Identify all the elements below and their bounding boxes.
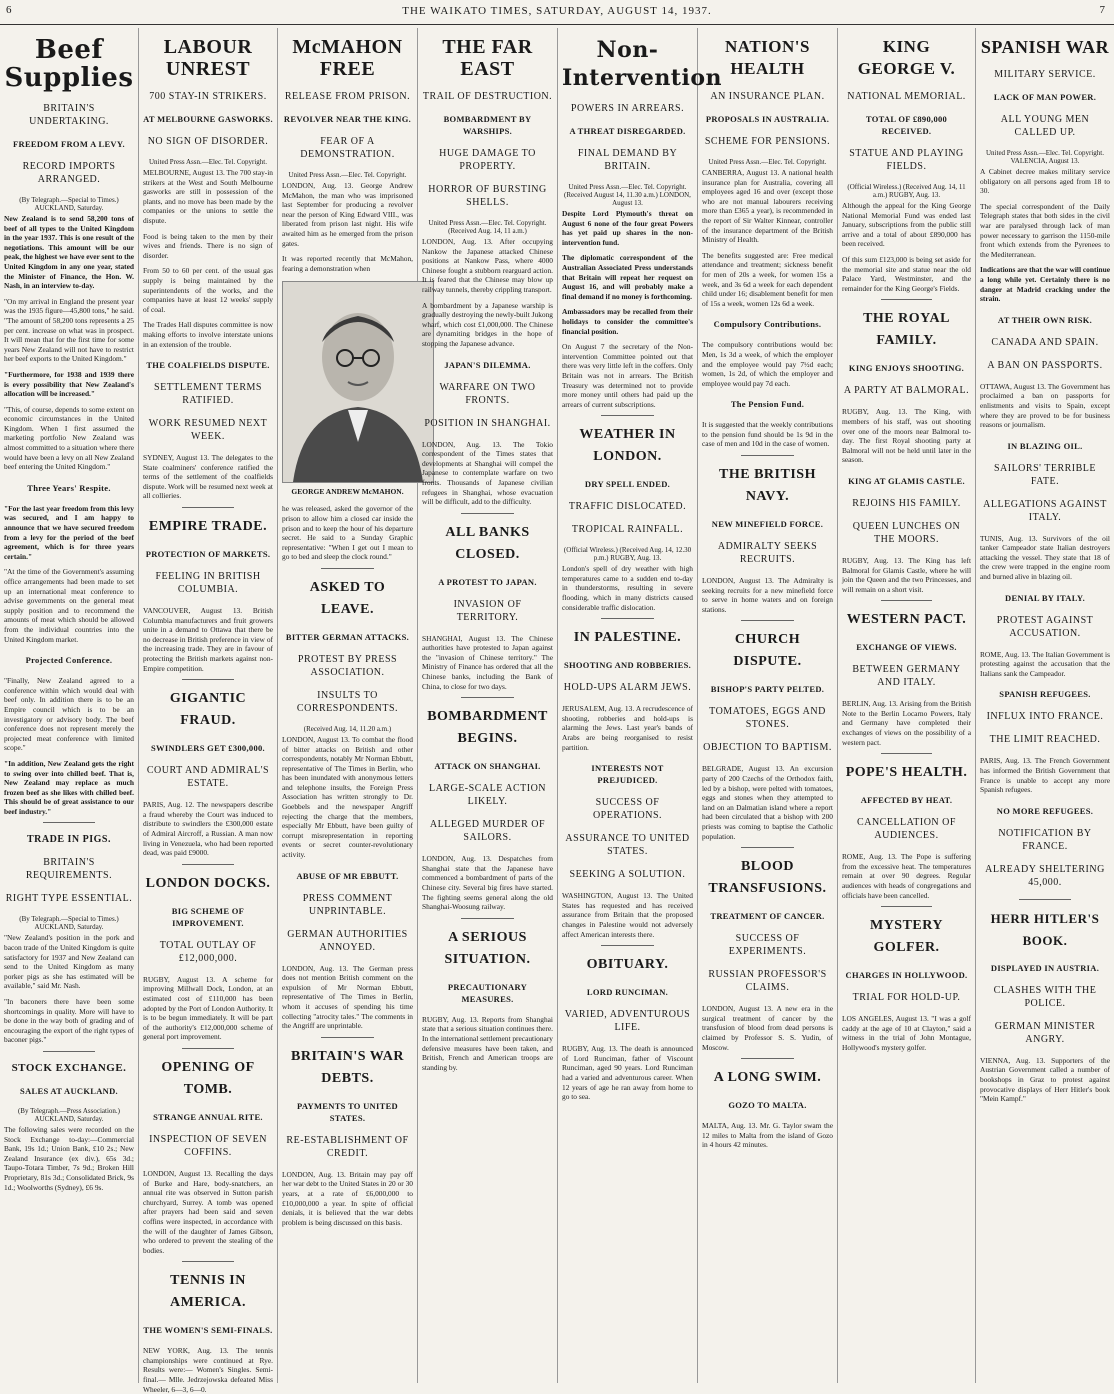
section-subhead: Projected Conference. [25,655,113,666]
section-subhead: Three Years' Respite. [27,482,111,493]
subhead: BRITAIN'S REQUIREMENTS. [25,857,113,882]
subhead: A THREAT DISREGARDED. [569,126,686,136]
subhead: FEELING IN BRITISH COLUMBIA. [155,571,261,596]
article-paragraph: "In baconers there have been some shortcomings in quality. More will have to be done in the way both of grading and of encouraging the export of the right types of baconer pigs." [4,997,134,1045]
subhead: ABUSE OF MR EBBUTT. [296,870,399,881]
divider [461,513,513,514]
subhead: SETTLEMENT TERMS RATIFIED. [154,382,262,407]
subhead: THE LIMIT REACHED. [989,734,1101,746]
article-paragraph: he was released, asked the governor of the prison to allow him a closed car inside the prison and to keep the hour of his departure secret. He said to a Sunday Graphic representative: "When I get out I mean to go to bed and sleep the clock round." [282,504,413,562]
article-paragraph: LONDON, Aug. 13. The Tokio correspondent of the Times states that developments at Shanghai will compel the Japanese to contemplate warfare on two fronts. Thousands of Japanese civilian refugees in Shanghai, whose evacuation will be difficult, add to the difficulty. [422,439,553,507]
article-paragraph: The compulsory contributions would be: Men, 1s 3d a week, of which the employer and the employee would pay 7½d each; women, 1s 2d, of which the employer and employee would pay 7d each. [702,340,833,388]
headline-opening-of-tomb: OPENING OF TOMB. [161,1059,255,1097]
section-subhead: The Pension Fund. [730,399,805,410]
article-paragraph: PARIS, Aug. 13. The French Government has informed the British Government that France is unable to accept any more Spanish refugees. [980,756,1110,795]
subhead: ALLEGED MURDER OF SAILORS. [429,819,546,844]
subhead: SPANISH REFUGEES. [999,689,1091,700]
article-paragraph: New Zealand is to send 58,200 tons of beef of all types to the United Kingdom in the year 1937. This is one result of the negotiations. This amount will be our peak, the highest we have ever sent to the United Kingdom in any one year, stated the Minister of Finance, the Hon. W. Nash, in an interview to-day. [4,214,134,291]
divider [741,620,793,621]
section-subhead: Compulsory Contributions. [713,319,822,330]
byline: (By Telegraph.—Press Association.) AUCKLAND, Saturday. [17,1107,121,1123]
subhead: PROTECTION OF MARKETS. [145,549,271,560]
subhead: ALLEGATIONS AGAINST ITALY. [983,498,1107,523]
article-paragraph: "At the time of the Government's assuming office arrangements had been made to set up an international meat conference to advise governments on the general meat supply position and to recommend the amounts of meat which should be allowed from the individual countries into the United Kingdom market. [4,567,134,644]
column-mcmahon-free [278,28,418,1383]
article-paragraph: "Furthermore, for 1938 and 1939 there is every possibility that New Zealand's allocation will be increased." [4,369,134,399]
headline-herr-hitlers-book: HERR HITLER'S BOOK. [990,910,1100,948]
subhead: PRECAUTIONARY MEASURES. [447,981,528,1004]
column-beef-supplies [0,28,139,1383]
article-paragraph: LONDON, Aug. 13. After occupying Nankow the Japanese attacked Chinese positions at Nankow Pass, where 4000 Chinese fought a stubborn rearguard action. It is feared that the Chinese may blow up railway tunnels, thereby crippling transport. [422,237,553,294]
divider [182,1048,234,1049]
subhead: NOTIFICATION BY FRANCE. [998,827,1092,852]
subhead: LARGE-SCALE ACTION LIKELY. [428,783,547,808]
byline: (Official Wireless.) (Received Aug. 14, 12.30 p.m.) RUGBY, Aug. 13. [563,546,692,563]
divider [321,568,373,569]
article-paragraph: RUGBY, August 13. A scheme for improving Millwall Dock, London, at an estimated cost of £110,000 has been adopted by the Port of London Authority. It is to be begun immediately. It will be part of the authority's £12,000,000 scheme of general port improvement. [143,974,273,1042]
photo-caption: GEORGE ANDREW McMAHON. [291,487,404,497]
headline-empire-trade: EMPIRE TRADE. [148,519,268,535]
subhead: LACK OF MAN POWER. [993,92,1097,102]
article-paragraph: NEW YORK, Aug. 13. The tennis championships were continued at Rye. Results were:— Women's Singles. Semi-final.— Mlle. Jedrzejowska defeated Miss Wheeler, 6—3, 6—0. [143,1346,273,1394]
subhead: POWERS IN ARREARS. [570,103,685,114]
subhead: QUEEN LUNCHES ON THE MOORS. [852,520,961,545]
subhead: FREEDOM FROM A LEVY. [13,139,125,149]
subhead: AT THEIR OWN RISK. [997,314,1093,325]
byline: (By Telegraph.—Special to Times.) AUCKLAND, Saturday. [19,915,119,932]
divider [741,1058,793,1059]
article-paragraph: "In addition, New Zealand gets the right to swing over into chilled beef. That is, New Zealand may replace as much frozen beef as she likes with chilled beef. This should be of great assistance to our beef industry." [4,758,134,816]
article-paragraph: LONDON, Aug. 13. The German press does not mention British comment on the expulsion of Mr Norman Ebbutt, representative of The Times in Berlin, whom it accuses of spending his time collecting "atrocity tales." The comments in the Angriff are unprintable. [282,963,413,1031]
subhead: IN BLAZING OIL. [1007,440,1083,451]
article-paragraph: A bombardment by a Japanese warship is gradually destroying the newly-built Jukong wharf, which cost £1,000,000. The Chinese are dynamiting bridges in the hope of stopping the Japanese advance. [422,300,553,348]
subhead: CANADA AND SPAIN. [991,336,1099,348]
headline-britains-war-debts: BRITAIN'S WAR DEBTS. [291,1048,404,1086]
article-paragraph: "New Zealand's position in the pork and bacon trade of the United Kingdom is quite satisfactory for 1937 and New Zealand can send to the United Kingdom as many porker pigs as she has estimated will be available," said Mr. Nash. [4,933,134,991]
subhead: PAYMENTS TO UNITED STATES. [297,1100,398,1123]
subhead: BITTER GERMAN ATTACKS. [285,631,410,642]
article-paragraph: LOS ANGELES, August 13. "I was a golf caddy at the age of 10 at Clayton," said a witness in the trial of John Montague, Hollywood's mystery golfer. [842,1014,971,1052]
subhead: SCHEME FOR PENSIONS. [704,136,831,147]
article-paragraph: SHANGHAI, August 13. The Chinese authorities have protested to Japan against the "invasion of Chinese territory." The Ministry of Finance has ordered that all the Chinese banks, including the Bank of China, to close for two days. [422,633,553,691]
subhead: RECORD IMPORTS ARRANGED. [22,161,116,185]
article-paragraph: BERLIN, Aug. 13. Arising from the British Note to the Berlin Locarno Powers, Italy and Germany have completed their exchanges of views on the possibility of a western pact. [842,699,971,747]
subhead: SHOOTING AND ROBBERIES. [563,660,692,671]
divider [461,697,513,698]
portrait-illustration [283,282,433,482]
subhead: A BAN ON PASSPORTS. [987,359,1103,371]
article-paragraph: Although the appeal for the King George National Memorial Fund was ended last January, subscriptions from the public still arrive and a total of about £890,000 has been received. [842,201,971,249]
subhead: REVOLVER NEAR THE KING. [283,114,412,124]
headline-in-palestine: IN PALESTINE. [573,630,682,646]
subhead: 700 STAY-IN STRIKERS. [149,91,267,102]
subhead: BRITAIN'S UNDERTAKING. [29,103,109,127]
article-paragraph: ROME, Aug. 13. The Pope is suffering from the excessive heat. The temperatures remain at over 90 degrees. Regular audiences with heads of congregations and officials have been cancelled. [842,852,971,900]
article-paragraph: LONDON, August 13. To combat the flood of bitter attacks on British and other correspondents, notably Mr Norman Ebbutt, representative of The Times in Berlin, who has been inundated with anonymous letters and telephone insults, the Foreign Press Association has written strongly to Dr. Goebbels and the newspaper Angriff rejecting the charge that the members, especially Mr Ebbutt, have been guilty of corrupt misrepresentation in reporting events or secret counter-revolutionary activity. [282,734,413,860]
divider [881,753,933,754]
subhead: PROTEST BY PRESS ASSOCIATION. [297,653,398,678]
subhead: REJOINS HIS FAMILY. [852,497,961,509]
article-paragraph: BELGRADE, August 13. An excursion party of 200 Czechs of the Orthodox faith, led by a bishop, were pelted with tomatoes, eggs and stones when they attempted to land on an Dalmatian island where a report had been circulated that a bishop with 200 priests was coming to baptise the Catholic population. [702,764,833,841]
headline-mystery-golfer: MYSTERY GOLFER. [869,918,943,956]
subhead: GOZO TO MALTA. [728,1100,807,1111]
subhead: TROPICAL RAINFALL. [571,524,684,536]
divider [741,455,793,456]
article-paragraph: A Cabinet decree makes military service obligatory on all persons aged from 18 to 30. [980,167,1110,196]
byline: (By Telegraph.—Special to Times.) AUCKLAND, Saturday. [19,196,119,212]
subhead: RE-ESTABLISHMENT OF CREDIT. [286,1134,409,1159]
headline-all-banks-closed: ALL BANKS CLOSED. [445,524,530,562]
column-non-intervention [558,28,722,1383]
subhead: GERMAN MINISTER ANGRY. [994,1020,1096,1045]
divider [741,847,793,848]
article-paragraph: It is suggested that the weekly contributions to the pension fund should be 1s 9d in the case of men and 10d in the case of women. [702,420,833,449]
divider [601,415,653,416]
subhead: ASSURANCE TO UNITED STATES. [565,833,690,858]
subhead: AN INSURANCE PLAN. [710,91,825,102]
subhead: PROTEST AGAINST ACCUSATION. [996,614,1094,639]
subhead: SEEKING A SOLUTION. [569,869,686,881]
article-paragraph: "Finally, New Zealand agreed to a conference within which would deal with beef only. In addition there is to be an Empire council which is to be an investigatory or advisory body. The beef conference does not represent merely the projected meat conference with limited scope." [4,676,134,753]
subhead: TRAIL OF DESTRUCTION. [422,91,553,102]
subhead: BIG SCHEME OF IMPROVEMENT. [171,905,245,928]
article-paragraph: RUGBY, Aug. 13. Reports from Shanghai state that a serious situation continues there. In the international settlement precautionary defensive measures have been taken, and British, French and American troops are standing by. [422,1014,553,1072]
byline: United Press Assn.—Elec. Tel. Copyright. VALENCIA, August 13. [986,149,1104,165]
byline: United Press Assn.—Elec. Tel. Copyright. [149,158,267,166]
column-labour-unrest [139,28,278,1394]
subhead: ADMIRALTY SEEKS RECRUITS. [717,541,818,566]
divider [182,1261,234,1262]
subhead: INSPECTION OF SEVEN COFFINS. [149,1133,267,1158]
article-paragraph: The diplomatic correspondent of the Australian Associated Press understands that Britain will repeat her request on August 16, and will probably make a final demand if no money is forthcoming. [562,253,693,301]
subhead: A PARTY AT BALMORAL. [843,385,970,397]
article-paragraph: Of this sum £123,000 is being set aside for the memorial site and statue near the old Palace Yard, Westminster, and the remainder for the King George's Fields. [842,254,971,293]
article-paragraph: VANCOUVER, August 13. British Columbia manufacturers and fruit growers unite in a demand to Ottawa that there be no decrease in British preference in view of the increasing trade. They are in favour of protecting the British markets against non-Empire competition. [143,606,273,673]
headline-blood-transfusions: BLOOD TRANSFUSIONS. [708,859,827,897]
article-paragraph: JERUSALEM, Aug. 13. A recrudescence of shooting, robberies and hold-ups is alarming the Jews. Last year's bands of Arabs are being reorganised to resist partition. [562,704,693,752]
article-paragraph: MELBOURNE, August 13. The 700 stay-in strikers at the West and South Melbourne gasworks are still in possession of the plants, and no move has been made by the companies or the unions to settle the dispute. [143,168,273,225]
headline-a-serious-situation: A SERIOUS SITUATION. [444,929,531,967]
subhead: PROPOSALS IN AUSTRALIA. [705,114,830,124]
article-paragraph: "This, of course, depends to some extent on economic circumstances in the United Kingdom. When I first assumed the marketing portfolio New Zealand was almost committed to a situation where there would have been a levy on all New Zealand beef entering the United Kingdom." [4,404,134,472]
article-paragraph: LONDON, Aug. 13. George Andrew McMahon, the man who was imprisoned last September for producing a revolver near the person of King Edward VIII., was liberated from prison last night. His wife awaited him as he emerged from the prison gates. [282,181,413,248]
headline-labour-unrest: LABOUR UNREST [163,36,253,80]
headline-stock-exchange: STOCK EXCHANGE. [11,1062,127,1074]
article-paragraph: RUGBY, Aug. 13. The King has left Balmoral for Glamis Castle, where he will join the Queen and the two Princesses, and will remain on a short visit. [842,555,971,594]
column-spanish-war [976,28,1114,1383]
divider [182,864,234,865]
article-paragraph: Despite Lord Plymouth's threat on August 6 none of the four great Powers has yet paid up shares in the non-intervention fund. [562,209,693,247]
divider [43,822,95,823]
subhead: TRAFFIC DISLOCATED. [568,501,687,513]
subhead: TRIAL FOR HOLD-UP. [852,992,961,1004]
subhead: STRANGE ANNUAL RITE. [153,1111,263,1122]
article-paragraph: The following sales were recorded on the Stock Exchange to-day:—Commercial Bank, 19s 1d.; Union Bank, £10 2s.; New Zealand Insurance (ex div.), 65s 3d.; Taupo-Totara Timber, 7s 9d.; Broken Hill Proprietary, 81s 3d.; Consolidated Brick, 9s 1d.; Woolworths (Sydney), £6 9s. [4,1125,134,1192]
article-paragraph: The Trades Hall disputes committee is now making efforts to involve interstate unions in an extension of the trouble. [143,320,273,349]
article-paragraph: ROME, Aug. 13. The Italian Government is protesting against the accusation that the Italians sank the Campeador. [980,649,1110,678]
divider [321,1037,373,1038]
subhead: WORK RESUMED NEXT WEEK. [148,418,268,443]
article-paragraph: LONDON, August 13. A new era in the surgical treatment of cancer by the transfusion of blood from dead persons is claimed by Professor S. S. Yudin, of Moscow. [702,1004,833,1052]
divider [881,906,933,907]
headline-tennis-in-america: TENNIS IN AMERICA. [170,1273,246,1311]
subhead: NATIONAL MEMORIAL. [847,91,966,102]
subhead: FEAR OF A DEMONSTRATION. [300,136,395,160]
divider [182,507,234,508]
headline-gigantic-fraud: GIGANTIC FRAUD. [169,691,247,729]
headline-british-navy: THE BRITISH NAVY. [719,467,816,505]
subhead: DISPLAYED IN AUSTRIA. [990,962,1100,973]
subhead: A PROTEST TO JAPAN. [438,576,537,587]
article-paragraph: LONDON, Aug. 13. Britain may pay off her war debt to the United States in 20 or 30 years, at a rate of £6,000,000 to £10,000,000 a year. In spite of official denials, it is believed that the war debts problem is being discussed on this basis. [282,1169,413,1227]
subhead: STATUE AND PLAYING FIELDS. [849,148,964,172]
headline-mcmahon-free: McMAHON FREE [292,36,403,80]
page-number-left: 6 [6,4,13,16]
subhead: SUCCESS OF EXPERIMENTS. [728,933,807,958]
subhead: CANCELLATION OF AUDIENCES. [857,817,956,842]
divider [461,918,513,919]
article-paragraph: "On my arrival in England the present year was the 1935 figure—45,800 tons," he said. "The amount of 58,200 tons represents a 25 per cent. increase on what was in prospect. It will mean that for the first time for some years New Zealand will not have to restrict her beef exports to the United Kingdom." [4,296,134,364]
subhead: AFFECTED BY HEAT. [860,795,953,806]
subhead: RUSSIAN PROFESSOR'S CLAIMS. [708,969,827,994]
article-paragraph: RUGBY, Aug. 13. The King, with members of his staff, was out shooting over one of the moors near Balmoral to-day. The first Royal shooting party at Balmoral will not be held until later in the season. [842,407,971,465]
column-nations-health [698,28,838,1383]
article-paragraph: PARIS, Aug. 12. The newspapers describe a fraud whereby the Court was induced to distribute to swindlers the £300,000 estate of Admiral Aircroff, a Russian. A man now living in Venezuela, who had been reported dead, was paid £9000. [143,800,273,858]
subhead: DENIAL BY ITALY. [1005,592,1085,603]
subhead: INFLUX INTO FRANCE. [986,711,1104,723]
subhead: SALES AT AUCKLAND. [20,1086,118,1096]
byline: United Press Assn.—Elec. Tel. Copyright. [288,171,407,179]
subhead: HORROR OF BURSTING SHELLS. [428,184,547,208]
article-paragraph: LONDON, Aug. 13. Despatches from Shanghai state that the Japanese have commenced a bombardment of parts of the Chinese city. Several big fires have started. The fighting seems general along the old Shanghai-Woosung railway. [422,854,553,912]
subhead: FINAL DEMAND BY BRITAIN. [577,148,678,172]
subhead: RIGHT TYPE ESSENTIAL. [5,893,133,905]
subhead: POSITION IN SHANGHAI. [424,417,551,429]
subhead: CHARGES IN HOLLYWOOD. [845,970,968,981]
article-paragraph: Food is being taken to the men by their wives and friends. There is no sign of disorder. [143,231,273,260]
byline: (Official Wireless.) (Received Aug. 14, 11 a.m.) RUGBY, Aug. 13. [847,183,966,199]
column-king-george [838,28,976,1383]
byline: (Received Aug. 14, 11.20 a.m.) [303,724,392,733]
headline-far-east: THE FAR EAST [442,36,533,80]
headline-obituary: OBITUARY. [586,957,669,973]
subhead: BETWEEN GERMANY AND ITALY. [852,664,961,689]
article-paragraph: LONDON, August 13. The Admiralty is seeking recruits for a new minefield force to serve in home waters and on foreign stations. [702,576,833,614]
article-paragraph: MALTA, Aug. 13. Mr. G. Taylor swam the 12 miles to Malta from the island of Gozo in 4 hours 42 minutes. [702,1121,833,1150]
article-paragraph: It was reported recently that McMahon, fearing a demonstration when [282,254,413,273]
article-paragraph: On August 7 the secretary of the Non-intervention Committee pointed out that there was very little left in the coffers. Only Britain was not in arrears. The British Treasury was determined not to provide more money until others had paid up the arrears of current subscriptions. [562,342,693,409]
subhead: TREATMENT OF CANCER. [710,911,825,922]
masthead-title: THE WAIKATO TIMES, SATURDAY, AUGUST 14, 1937. [402,5,712,17]
subhead: OBJECTION TO BAPTISM. [703,742,832,754]
divider [881,299,933,300]
subhead: ALL YOUNG MEN CALLED UP. [1000,114,1090,138]
headline-a-long-swim: A LONG SWIM. [713,1070,822,1086]
article-paragraph: WASHINGTON, August 13. The United States has requested and has received assurance from Britain that the proposed changes in Palestine would not adversely affect American interests there. [562,891,693,939]
article-paragraph: LONDON, August 13. Recalling the days of Burke and Hare, body-snatchers, an annual rite was observed in Sutton parish churchyard, Surrey. A tomb was opened after prayers had been said and seven coffins were inspected, in accordance with the will of the daughter of James Gibson, who ordered to prevent the stealing of the bodies. [143,1168,273,1255]
divider [601,945,653,946]
subhead: KING AT GLAMIS CASTLE. [848,475,965,486]
subhead: ALREADY SHELTERING 45,000. [985,863,1105,888]
divider [881,600,933,601]
headline-royal-family: THE ROYAL FAMILY. [863,311,950,349]
subhead: INTERESTS NOT PREJUDICED. [591,763,664,786]
subhead: DRY SPELL ENDED. [584,479,671,490]
subhead: AT MELBOURNE GASWORKS. [143,114,273,124]
subhead: SUCCESS OF OPERATIONS. [592,797,663,822]
subhead: HOLD-UPS ALARM JEWS. [563,682,692,694]
subhead: MILITARY SERVICE. [994,69,1096,80]
headline-asked-to-leave: ASKED TO LEAVE. [309,579,386,617]
article-paragraph: London's spell of dry weather with high temperatures came to a sudden end to-day in thunderstorms, resulting in severe flooding, which in many districts caused considerable traffic dislocation. [562,564,693,612]
article-paragraph: VIENNA, Aug. 13. Supporters of the Austrian Government called a number of bookshops in Graz to protest against provocative displays of Herr Hitler's book "Mein Kampf." [980,1055,1110,1104]
subhead: CLASHES WITH THE POLICE. [993,984,1097,1009]
article-paragraph: CANBERRA, August 13. A national health insurance plan for Australia, covering all employees aged 16 and over (except those who are not manual labourers receiving more than £365 a year), is recommended in the report of Sir Walter Kinnear, controller of the insurance department of the British Ministry of Health. [702,168,833,245]
subhead: THE WOMEN'S SEMI-FINALS. [143,1325,273,1336]
column-far-east [418,28,558,1383]
page-number-right: 7 [1099,4,1106,16]
headline-coalfields-dispute: THE COALFIELDS DISPUTE. [146,360,270,371]
subhead: INSULTS TO CORRESPONDENTS. [296,689,399,714]
subhead: EXCHANGE OF VIEWS. [856,642,957,653]
byline: United Press Assn.—Elec. Tel. Copyright. (Received Aug. 14, 11 a.m.) [428,219,547,235]
headline-weather-in-london: WEATHER IN LONDON. [579,427,676,465]
headline-western-pact: WESTERN PACT. [846,612,967,628]
subhead: GERMAN AUTHORITIES ANNOYED. [287,928,408,953]
subhead: LORD RUNCIMAN. [586,987,669,998]
article-paragraph: SYDNEY, August 13. The delegates to the State coalminers' conference ratified the terms of the settlement of the coalfields dispute. Work will be resumed next week at all collieries. [143,453,273,501]
subhead: PRESS COMMENT UNPRINTABLE. [302,892,393,917]
subhead: COURT AND ADMIRAL'S ESTATE. [146,765,270,790]
divider [182,679,234,680]
article-paragraph: The special correspondent of the Daily Telegraph states that both sides in the civil war are paralysed through lack of man power necessary to garrison the 1150-mile front which extends from the Pyrenees to the Mediterranean. [980,201,1110,259]
subhead: TOMATOES, EGGS AND STONES. [709,706,826,731]
subhead: BISHOP'S PARTY PELTED. [710,684,825,695]
headline-london-docks: LONDON DOCKS. [145,875,271,891]
divider [1019,899,1071,900]
article-paragraph: Ambassadors may be recalled from their holidays to consider the committee's financial position. [562,307,693,336]
article-paragraph: "For the last year freedom from this levy was secured, and I am happy to announce that we have secured freedom from a levy for the period of the beef agreement, which is for three years certain." [4,503,134,561]
article-paragraph: RUGBY, Aug. 13. The death is announced of Lord Runciman, father of Viscount Runciman, aged 90 years. Lord Runciman had a varied and adventurous career. When 12 years of age he ran away from home to go to sea. [562,1044,693,1102]
headline-trade-in-pigs: TRADE IN PIGS. [27,834,111,846]
subhead: INVASION OF TERRITORY. [453,598,522,623]
headline-beef-supplies: Beef Supplies [4,35,134,93]
headline-king-george: KING GEORGE V. [857,37,956,78]
subhead: SAILORS' TERRIBLE FATE. [993,462,1097,487]
subhead: JAPAN'S DILEMMA. [444,359,531,370]
article-paragraph: Indications are that the war will continue a long while yet. Certainly there is no danger at Madrid cracking under the strain. [980,265,1110,304]
subhead: BOMBARDMENT BY WARSHIPS. [443,114,532,136]
article-paragraph: OTTAWA, August 13. The Government has proclaimed a ban on passports for enlistments and visits to Spain, except where they are proved to be for business reasons or journalism. [980,381,1110,430]
article-paragraph: The benefits suggested are: Free medical attendance and treatment; sickness benefit for men of 20s a week, for women 15s a week, and 3s 6d a week for each dependent child under 16; disablement benefit for men of 15s a week, women 12s 6d a week. [702,250,833,308]
subhead: NO MORE REFUGEES. [996,805,1094,816]
divider [601,618,653,619]
headline-spanish-war: SPANISH WAR [980,37,1110,57]
subhead: WARFARE ON TWO FRONTS. [439,381,536,406]
subhead: TOTAL OF £890,000 RECEIVED. [865,114,948,136]
subhead: HUGE DAMAGE TO PROPERTY. [439,148,536,172]
headline-church-dispute: CHURCH DISPUTE. [733,632,802,670]
subhead: SWINDLERS GET £300,000. [151,743,265,754]
headline-non-intervention: Non-Intervention [562,37,722,91]
byline: United Press Assn.—Elec. Tel. Copyright. [708,158,827,166]
subhead: VARIED, ADVENTUROUS LIFE. [564,1009,691,1034]
divider [43,1051,95,1052]
mcmahon-portrait-photo [282,281,434,483]
subhead: ATTACK ON SHANGHAI. [434,761,541,772]
article-paragraph: From 50 to 60 per cent. of the usual gas supply is being maintained by the superintendents of the works, and the companies have at least 12 weeks' supply of coal. [143,266,273,314]
subhead: NO SIGN OF DISORDER. [147,136,269,147]
headline-nations-health: NATION'S HEALTH [725,37,810,78]
subhead: KING ENJOYS SHOOTING. [848,363,965,374]
article-paragraph: TUNIS, Aug. 13. Survivors of the oil tanker Campeador state Italian destroyers attacking the vessel. They state that 18 of the crew were trapped in the engine room and burned alive in blazing oil. [980,533,1110,582]
byline: United Press Assn.—Elec. Tel. Copyright. (Received August 14, 11.30 a.m.) LONDON, August 13. [564,183,691,207]
subhead: RELEASE FROM PRISON. [284,91,411,102]
headline-bombardment-begins: BOMBARDMENT BEGINS. [427,709,548,747]
masthead [0,0,1114,25]
headline-popes-health: POPE'S HEALTH. [845,765,968,781]
subhead: NEW MINEFIELD FORCE. [711,519,824,530]
subhead: TOTAL OUTLAY OF £12,000,000. [159,939,257,964]
